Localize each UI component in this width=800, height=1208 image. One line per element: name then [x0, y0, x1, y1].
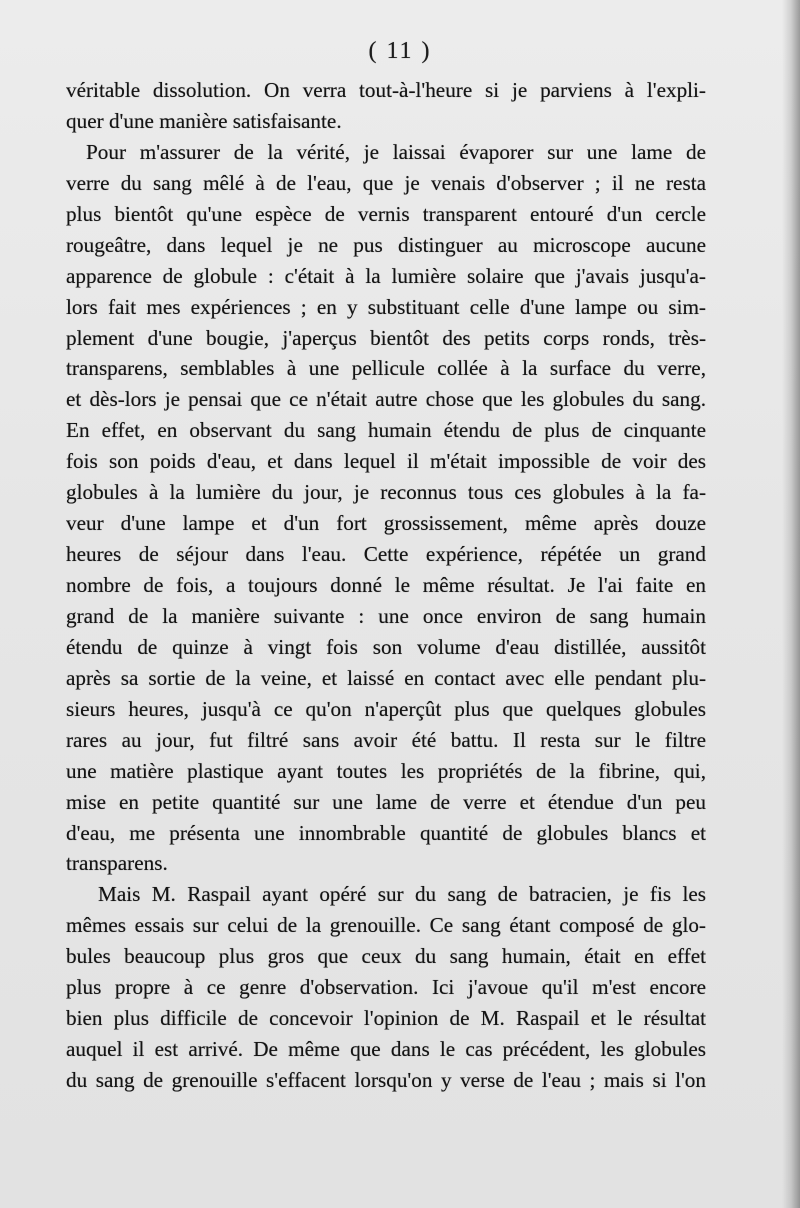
text-line: Pour m'assurer de la vérité, je laissai évaporer sur une lame de — [86, 139, 706, 164]
text-line: nombre de fois, a toujours donné le même résultat. Je l'ai faite en — [66, 573, 706, 597]
text-line: rares au jour, fut filtré sans avoir été battu. Il resta sur le filtre — [66, 727, 706, 752]
text-line: bules beaucoup plus gros que ceux du sang humain, était en effet — [66, 944, 706, 969]
text-line: étendu de quinze à vingt fois son volume d'eau distillée, aussitôt — [66, 634, 706, 659]
text-line: plement d'une bougie, j'aperçus bientôt des petits corps ronds, très- — [66, 325, 706, 350]
text-line: d'eau, me présenta une innombrable quantité de globules blancs et — [66, 820, 706, 845]
text-line: bien plus difficile de concevoir l'opinion de M. Raspail et le résultat — [66, 1006, 706, 1031]
text-line: du sang de grenouille s'effacent lorsqu'on y verse de l'eau ; mais si l'on — [66, 1068, 706, 1092]
text-line: verre du sang mêlé à de l'eau, que je venais d'observer ; il ne resta — [66, 170, 706, 195]
text-line: auquel il est arrivé. De même que dans le cas précédent, les globules — [66, 1037, 706, 1062]
text-line: quer d'une manière satisfaisante. — [66, 108, 342, 133]
text-line: Mais M. Raspail ayant opéré sur du sang de batracien, je fis les — [98, 882, 706, 907]
text-line: et dès-lors je pensai que ce n'était autre chose que les globules du sang. — [66, 387, 706, 412]
text-line: rougeâtre, dans lequel je ne pus distinguer au microscope aucune — [66, 232, 706, 257]
text-line: plus propre à ce genre d'observation. Ici j'avoue qu'il m'est encore — [66, 975, 706, 1000]
text-line: En effet, en observant du sang humain étendu de plus de cinquante — [66, 418, 706, 443]
text-line: heures de séjour dans l'eau. Cette expérience, répétée un grand — [66, 542, 706, 567]
text-line: globules à la lumière du jour, je reconnus tous ces globules à la fa- — [66, 480, 706, 505]
text-line: lors fait mes expériences ; en y substituant celle d'une lampe ou sim- — [66, 294, 706, 319]
text-line: après sa sortie de la veine, et laissé en contact avec elle pendant plu- — [66, 665, 706, 690]
text-line: transparens. — [66, 851, 168, 876]
text-line: véritable dissolution. On verra tout-à-l'heure si je parviens à l'expli- — [66, 78, 706, 102]
text-line: plus bientôt qu'une espèce de vernis transparent entouré d'un cercle — [66, 201, 706, 226]
text-line: une matière plastique ayant toutes les propriétés de la fibrine, qui, — [66, 758, 706, 783]
text-line: transparens, semblables à une pellicule collée à la surface du verre, — [66, 356, 706, 381]
text-line: mise en petite quantité sur une lame de verre et étendue d'un peu — [66, 789, 706, 814]
text-line: apparence de globule : c'était à la lumière solaire que j'avais jusqu'a- — [66, 263, 706, 288]
text-line: fois son poids d'eau, et dans lequel il m'était impossible de voir des — [66, 449, 706, 474]
text-line: sieurs heures, jusqu'à ce qu'on n'aperçût plus que quelques globules — [66, 696, 706, 721]
text-line: mêmes essais sur celui de la grenouille. Ce sang étant composé de glo- — [66, 913, 706, 938]
text-line: veur d'une lampe et d'un fort grossissement, même après douze — [66, 511, 706, 536]
body-text — [66, 75, 706, 1096]
page-number: ( 11 ) — [368, 38, 432, 64]
binding-shadow — [782, 0, 800, 1208]
text-line: grand de la manière suivante : une once environ de sang humain — [66, 603, 706, 628]
